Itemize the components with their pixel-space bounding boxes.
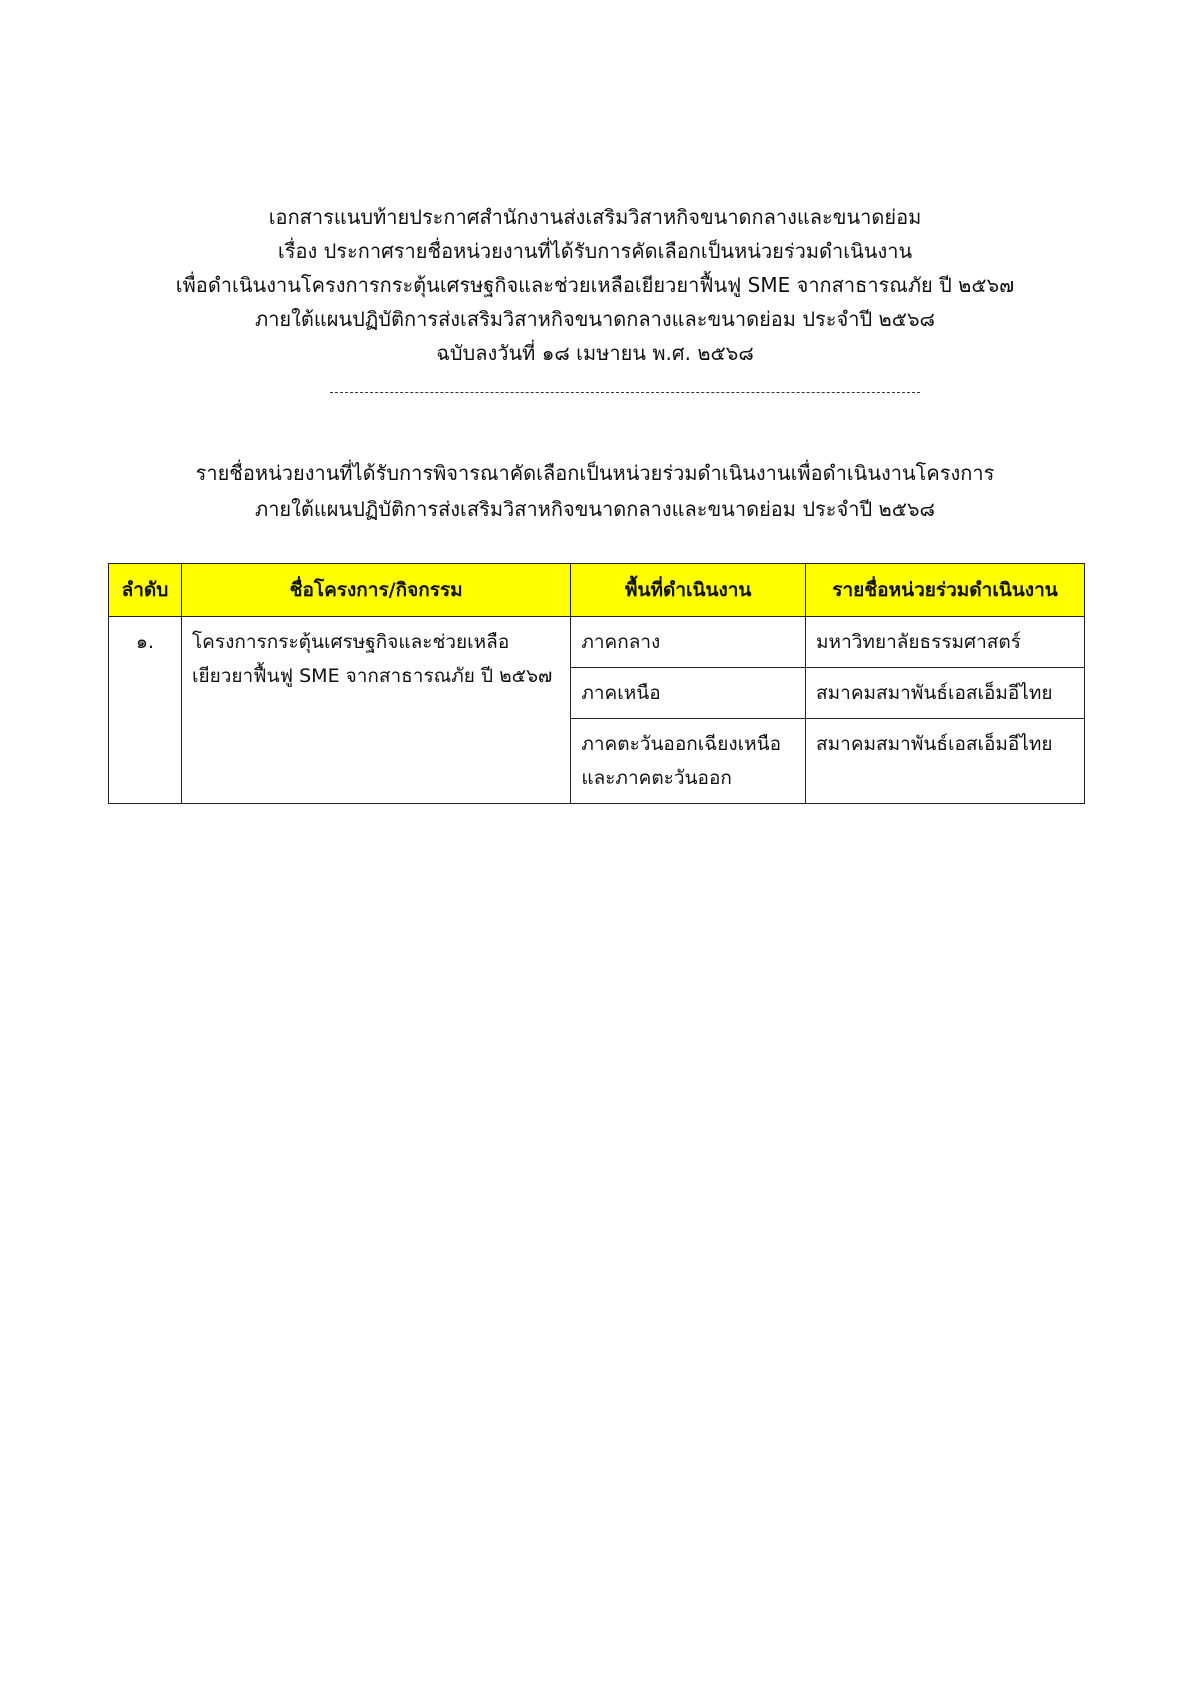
cell-region: ภาคตะวันออกเฉียงเหนือและภาคตะวันออก: [571, 719, 806, 804]
table-row: [109, 617, 1085, 668]
subtitle-line-2: ภายใต้แผนปฏิบัติการส่งเสริมวิสาหกิจขนาดกลางและขนาดย่อม ประจำปี ๒๕๖๘: [255, 497, 935, 521]
header-line-plan: ภายใต้แผนปฏิบัติการส่งเสริมวิสาหกิจขนาดกลางและขนาดย่อม ประจำปี ๒๕๖๘: [255, 307, 935, 331]
list-subtitle: [0, 455, 1190, 527]
table-header-row: [109, 564, 1085, 617]
partner-table: [108, 563, 1085, 804]
header-line-date: ฉบับลงวันที่ ๑๘ เมษายน พ.ศ. ๒๕๖๘: [436, 341, 754, 365]
cell-region: ภาคกลาง: [571, 617, 806, 668]
col-header-project: ชื่อโครงการ/กิจกรรม: [181, 564, 570, 617]
cell-partner: สมาคมสมาพันธ์เอสเอ็มอีไทย: [806, 668, 1085, 719]
cell-region: ภาคเหนือ: [571, 668, 806, 719]
subtitle-line-1: รายชื่อหน่วยงานที่ได้รับการพิจารณาคัดเลือกเป็นหน่วยร่วมดำเนินงานเพื่อดำเนินงานโครงการ: [195, 461, 995, 485]
dashed-divider: [330, 392, 920, 393]
col-header-seq: ลำดับ: [109, 564, 182, 617]
cell-partner: มหาวิทยาลัยธรรมศาสตร์: [806, 617, 1085, 668]
document-header: [0, 200, 1190, 370]
cell-partner: สมาคมสมาพันธ์เอสเอ็มอีไทย: [806, 719, 1085, 804]
header-line-subject: เรื่อง ประกาศรายชื่อหน่วยงานที่ได้รับการคัดเลือกเป็นหน่วยร่วมดำเนินงาน: [277, 239, 913, 263]
cell-project-name: โครงการกระตุ้นเศรษฐกิจและช่วยเหลือเยียวยาฟื้นฟู SME จากสาธารณภัย ปี ๒๕๖๗: [181, 617, 570, 804]
col-header-partner: รายชื่อหน่วยร่วมดำเนินงาน: [806, 564, 1085, 617]
cell-seq: ๑.: [109, 617, 182, 804]
header-line-attachment: เอกสารแนบท้ายประกาศสำนักงานส่งเสริมวิสาหกิจขนาดกลางและขนาดย่อม: [268, 205, 922, 229]
header-line-project: เพื่อดำเนินงานโครงการกระตุ้นเศรษฐกิจและช่วยเหลือเยียวยาฟื้นฟู SME จากสาธารณภัย ปี ๒๕๖๗: [175, 273, 1015, 297]
col-header-area: พื้นที่ดำเนินงาน: [571, 564, 806, 617]
